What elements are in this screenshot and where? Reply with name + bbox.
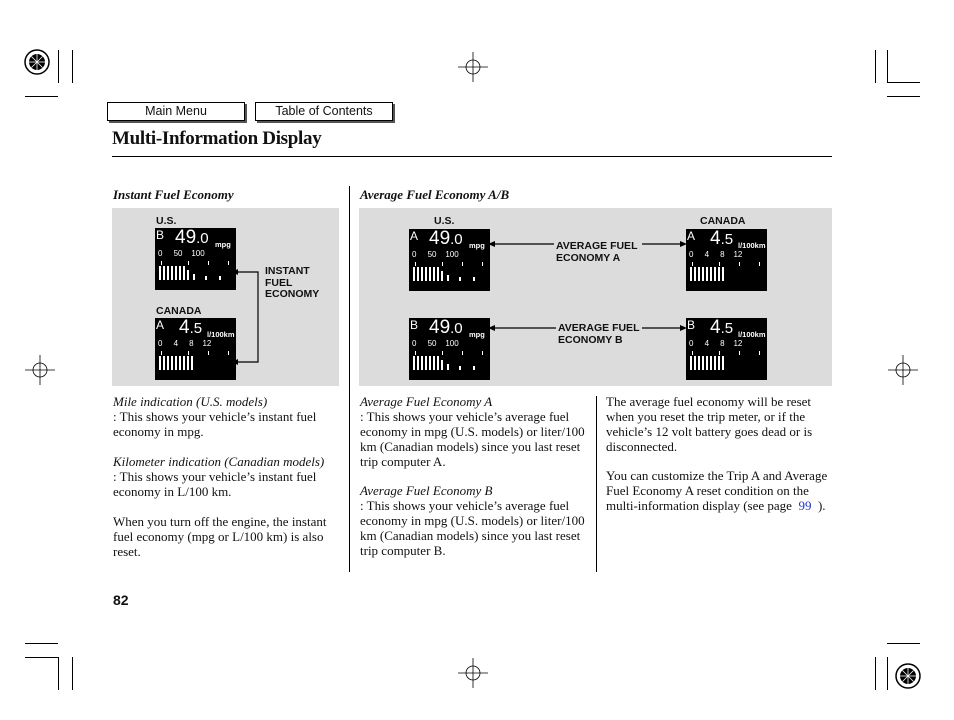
column-divider bbox=[596, 396, 597, 572]
display-mode-b: B bbox=[410, 318, 419, 332]
average-a-title: Average Fuel Economy A bbox=[360, 394, 493, 409]
display-decimal: .5 bbox=[720, 320, 734, 337]
display-us-average-b bbox=[409, 318, 490, 380]
display-decimal: .5 bbox=[189, 320, 203, 337]
reset-paragraph: The average fuel economy will be reset when you reset the trip meter, or if the vehicle’s 12 volt battery goes dead or is disconnected. bbox=[606, 394, 813, 454]
display-canada-instant bbox=[155, 318, 236, 380]
average-b-callout: AVERAGE FUEL ECONOMY B bbox=[558, 322, 640, 346]
display-unit: l/100km bbox=[738, 241, 766, 250]
left-text bbox=[113, 394, 338, 559]
display-us-average-a bbox=[409, 229, 490, 291]
display-value: 49 bbox=[175, 228, 197, 248]
display-canada-average-b bbox=[686, 318, 767, 380]
kilometer-indication-title: Kilometer indication (Canadian models) bbox=[113, 454, 325, 469]
average-fuel-heading: Average Fuel Economy A/B bbox=[360, 187, 510, 202]
display-mode-a: A bbox=[156, 318, 165, 332]
registration-sunburst-icon bbox=[22, 47, 52, 77]
display-decimal: .5 bbox=[720, 231, 734, 248]
instant-fuel-callout: INSTANT FUEL ECONOMY bbox=[265, 265, 320, 300]
display-unit: l/100km bbox=[738, 330, 766, 339]
customize-text: You can customize the Trip A and Average Fuel Economy A reset condition on the multi-information display (see page bbox=[606, 468, 828, 513]
right-text bbox=[606, 394, 834, 513]
average-a-body: : This shows your vehicle’s average fuel economy in mpg (U.S. models) or liter/100 km (Canadian models) since you last reset trip computer A. bbox=[360, 409, 585, 469]
customize-text-end: ). bbox=[817, 498, 826, 513]
callout-connector bbox=[230, 260, 270, 370]
display-scale: 0 4 8 12 bbox=[689, 250, 743, 259]
display-decimal: .0 bbox=[450, 231, 463, 248]
display-unit: l/100km bbox=[207, 330, 235, 339]
average-b-title: Average Fuel Economy B bbox=[360, 483, 493, 498]
display-decimal: .0 bbox=[196, 230, 209, 247]
display-value: 49 bbox=[429, 229, 451, 249]
callout-arrows bbox=[488, 230, 688, 340]
page-99-link[interactable]: 99 bbox=[798, 498, 812, 513]
column-divider bbox=[349, 186, 350, 572]
table-of-contents-button[interactable]: Table of Contents bbox=[255, 102, 393, 121]
page-title: Multi-Information Display bbox=[112, 128, 322, 149]
average-a-callout: AVERAGE FUEL ECONOMY A bbox=[556, 240, 638, 264]
customize-paragraph bbox=[606, 468, 834, 513]
registration-sunburst-icon bbox=[893, 661, 923, 691]
display-value: 4 bbox=[710, 229, 721, 249]
main-menu-button[interactable]: Main Menu bbox=[107, 102, 245, 121]
page-number: 82 bbox=[113, 592, 129, 608]
display-decimal: .0 bbox=[450, 320, 463, 337]
canada-label: CANADA bbox=[156, 305, 202, 317]
engine-off-paragraph: When you turn off the engine, the instant fuel economy (mpg or L/100 km) is also reset. bbox=[113, 514, 327, 559]
kilometer-indication-body: : This shows your vehicle’s instant fuel economy in L/100 km. bbox=[113, 469, 317, 499]
registration-crosshair-icon bbox=[458, 658, 488, 688]
registration-crosshair-icon bbox=[25, 355, 55, 385]
display-mode-b: B bbox=[156, 228, 165, 242]
mile-indication-body: : This shows your vehicle’s instant fuel economy in mpg. bbox=[113, 409, 317, 439]
display-scale: 0 50 100 bbox=[158, 249, 205, 258]
title-rule bbox=[112, 156, 832, 157]
canada-label: CANADA bbox=[700, 215, 746, 227]
mile-indication-title: Mile indication (U.S. models) bbox=[113, 394, 268, 409]
display-scale: 0 4 8 12 bbox=[689, 339, 743, 348]
us-label: U.S. bbox=[156, 215, 177, 227]
registration-crosshair-icon bbox=[888, 355, 918, 385]
display-scale: 0 50 100 bbox=[412, 250, 459, 259]
display-value: 4 bbox=[179, 318, 190, 338]
display-unit: mpg bbox=[469, 241, 485, 250]
registration-crosshair-icon bbox=[458, 52, 488, 82]
display-scale: 0 4 8 12 bbox=[158, 339, 212, 348]
average-b-body: : This shows your vehicle’s average fuel economy in mpg (U.S. models) or liter/100 km (Canadian models) since you last reset trip computer B. bbox=[360, 498, 585, 558]
display-mode-b: B bbox=[687, 318, 696, 332]
display-us-instant bbox=[155, 228, 236, 290]
middle-text bbox=[360, 394, 588, 558]
display-unit: mpg bbox=[469, 330, 485, 339]
display-mode-a: A bbox=[410, 229, 419, 243]
display-unit: mpg bbox=[215, 240, 231, 249]
display-value: 4 bbox=[710, 318, 721, 338]
display-canada-average-a bbox=[686, 229, 767, 291]
display-scale: 0 50 100 bbox=[412, 339, 459, 348]
instant-fuel-heading: Instant Fuel Economy bbox=[113, 187, 234, 202]
us-label: U.S. bbox=[434, 215, 455, 227]
display-value: 49 bbox=[429, 318, 451, 338]
display-mode-a: A bbox=[687, 229, 696, 243]
